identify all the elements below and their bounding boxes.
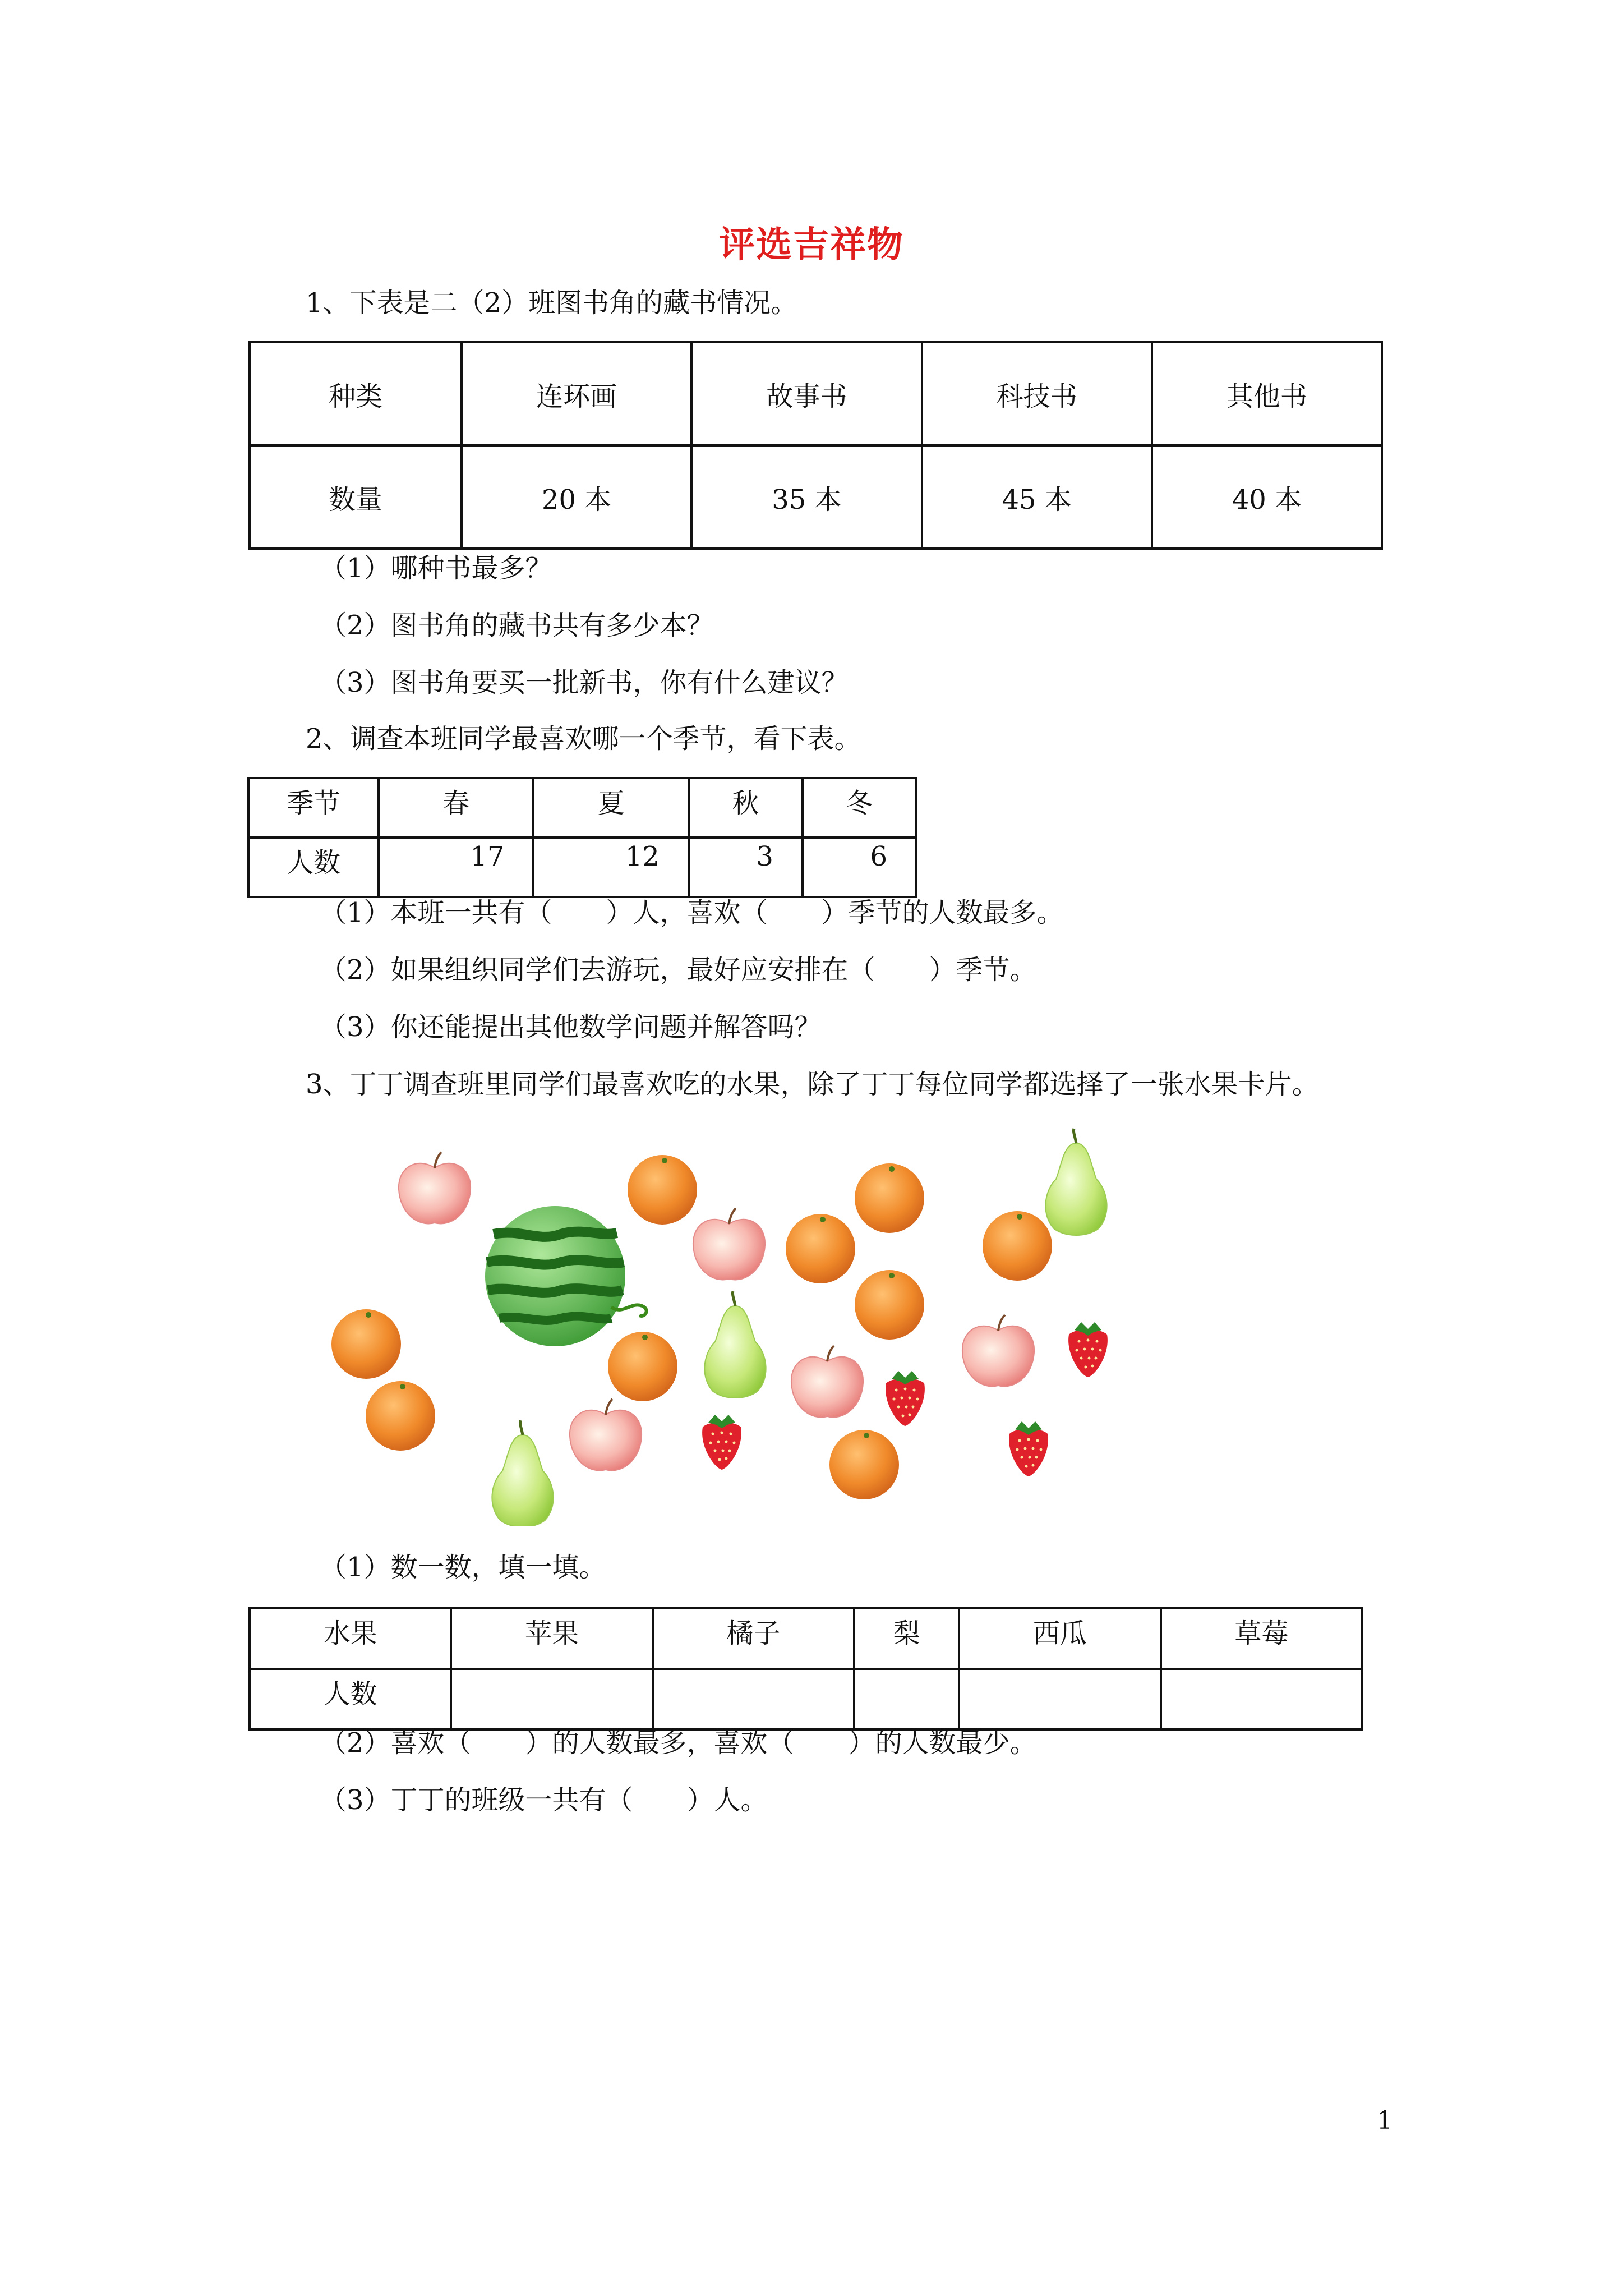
- table-cell: 冬: [803, 778, 916, 838]
- table-cell: 种类: [250, 342, 462, 445]
- fruit-cards-illustration: [314, 1122, 1155, 1526]
- apple-icon: [693, 1208, 765, 1280]
- table-cell: 人数: [250, 1669, 451, 1729]
- orange-icon: [366, 1381, 435, 1451]
- table-cell: 科技书: [922, 342, 1152, 445]
- table-cell: 其他书: [1152, 342, 1382, 445]
- answer-cell[interactable]: [1161, 1669, 1362, 1729]
- page-title: 评选吉祥物: [719, 224, 904, 266]
- table-cell: 20 本: [462, 445, 691, 549]
- books-table: [248, 341, 1383, 550]
- answer-cell[interactable]: [854, 1669, 959, 1729]
- pear-icon: [1045, 1129, 1106, 1235]
- table-cell: 故事书: [691, 342, 921, 445]
- table-cell: 3: [689, 838, 803, 897]
- fruits-table: [248, 1607, 1363, 1731]
- question-3-sub-3: （3）丁丁的班级一共有（ ）人。: [320, 1784, 768, 1816]
- table-row: [248, 778, 916, 838]
- table-cell: 45 本: [922, 445, 1152, 549]
- question-2-sub-2: （2）如果组织同学们去游玩，最好应安排在（ ）季节。: [320, 954, 1037, 986]
- table-cell: 12: [533, 838, 688, 897]
- table-cell: 西瓜: [959, 1608, 1160, 1669]
- question-1-sub-1: （1）哪种书最多？: [320, 553, 552, 584]
- question-3-sub-1: （1）数一数，填一填。: [320, 1552, 606, 1583]
- apple-icon: [399, 1152, 471, 1223]
- orange-icon: [628, 1155, 697, 1225]
- apple-icon: [962, 1315, 1034, 1386]
- table-cell: 连环画: [462, 342, 691, 445]
- question-1-sub-3: （3）图书角要买一批新书，你有什么建议？: [320, 667, 849, 698]
- table-row: [248, 838, 916, 897]
- table-cell: 17: [379, 838, 533, 897]
- question-3-sub-2: （2）喜欢（ ）的人数最多，喜欢（ ）的人数最少。: [320, 1727, 1037, 1759]
- answer-cell[interactable]: [959, 1669, 1160, 1729]
- watermelon-icon: [485, 1206, 647, 1346]
- strawberry-icon: [1068, 1322, 1108, 1377]
- answer-cell[interactable]: [653, 1669, 854, 1729]
- table-cell: 梨: [854, 1608, 959, 1669]
- question-2-sub-3: （3）你还能提出其他数学问题并解答吗？: [320, 1011, 822, 1043]
- orange-icon: [786, 1214, 855, 1283]
- orange-icon: [855, 1163, 924, 1233]
- table-cell: 苹果: [451, 1608, 652, 1669]
- table-cell: 橘子: [653, 1608, 854, 1669]
- table-cell: 秋: [689, 778, 803, 838]
- table-cell: 人数: [248, 838, 379, 897]
- strawberry-icon: [886, 1371, 925, 1426]
- pear-icon: [704, 1291, 766, 1398]
- orange-icon: [855, 1270, 924, 1340]
- table-row: [250, 445, 1382, 549]
- strawberry-icon: [702, 1415, 741, 1470]
- question-1-prompt: 1、下表是二（2）班图书角的藏书情况。: [306, 287, 798, 319]
- orange-icon: [829, 1430, 899, 1499]
- page-number: 1: [1377, 2106, 1393, 2135]
- apple-icon: [570, 1399, 642, 1470]
- question-1-sub-2: （2）图书角的藏书共有多少本？: [320, 610, 714, 641]
- question-3-prompt: 3、丁丁调查班里同学们最喜欢吃的水果，除了丁丁每位同学都选择了一张水果卡片。: [306, 1069, 1319, 1100]
- answer-cell[interactable]: [451, 1669, 652, 1729]
- orange-icon: [983, 1211, 1052, 1281]
- seasons-table: [247, 777, 917, 898]
- table-cell: 35 本: [691, 445, 921, 549]
- orange-icon: [331, 1309, 401, 1379]
- pear-icon: [492, 1420, 553, 1526]
- table-row: [250, 1669, 1362, 1729]
- orange-icon: [608, 1332, 677, 1401]
- table-cell: 夏: [533, 778, 688, 838]
- table-cell: 季节: [248, 778, 379, 838]
- question-2-sub-1: （1）本班一共有（ ）人，喜欢（ ）季节的人数最多。: [320, 897, 1064, 928]
- table-cell: 40 本: [1152, 445, 1382, 549]
- table-cell: 数量: [250, 445, 462, 549]
- table-cell: 春: [379, 778, 533, 838]
- table-cell: 草莓: [1161, 1608, 1362, 1669]
- question-2-prompt: 2、调查本班同学最喜欢哪一个季节，看下表。: [306, 723, 861, 754]
- table-row: [250, 1608, 1362, 1669]
- table-cell: 水果: [250, 1608, 451, 1669]
- strawberry-icon: [1009, 1421, 1048, 1476]
- apple-icon: [791, 1346, 863, 1417]
- table-cell: 6: [803, 838, 916, 897]
- table-row: [250, 342, 1382, 445]
